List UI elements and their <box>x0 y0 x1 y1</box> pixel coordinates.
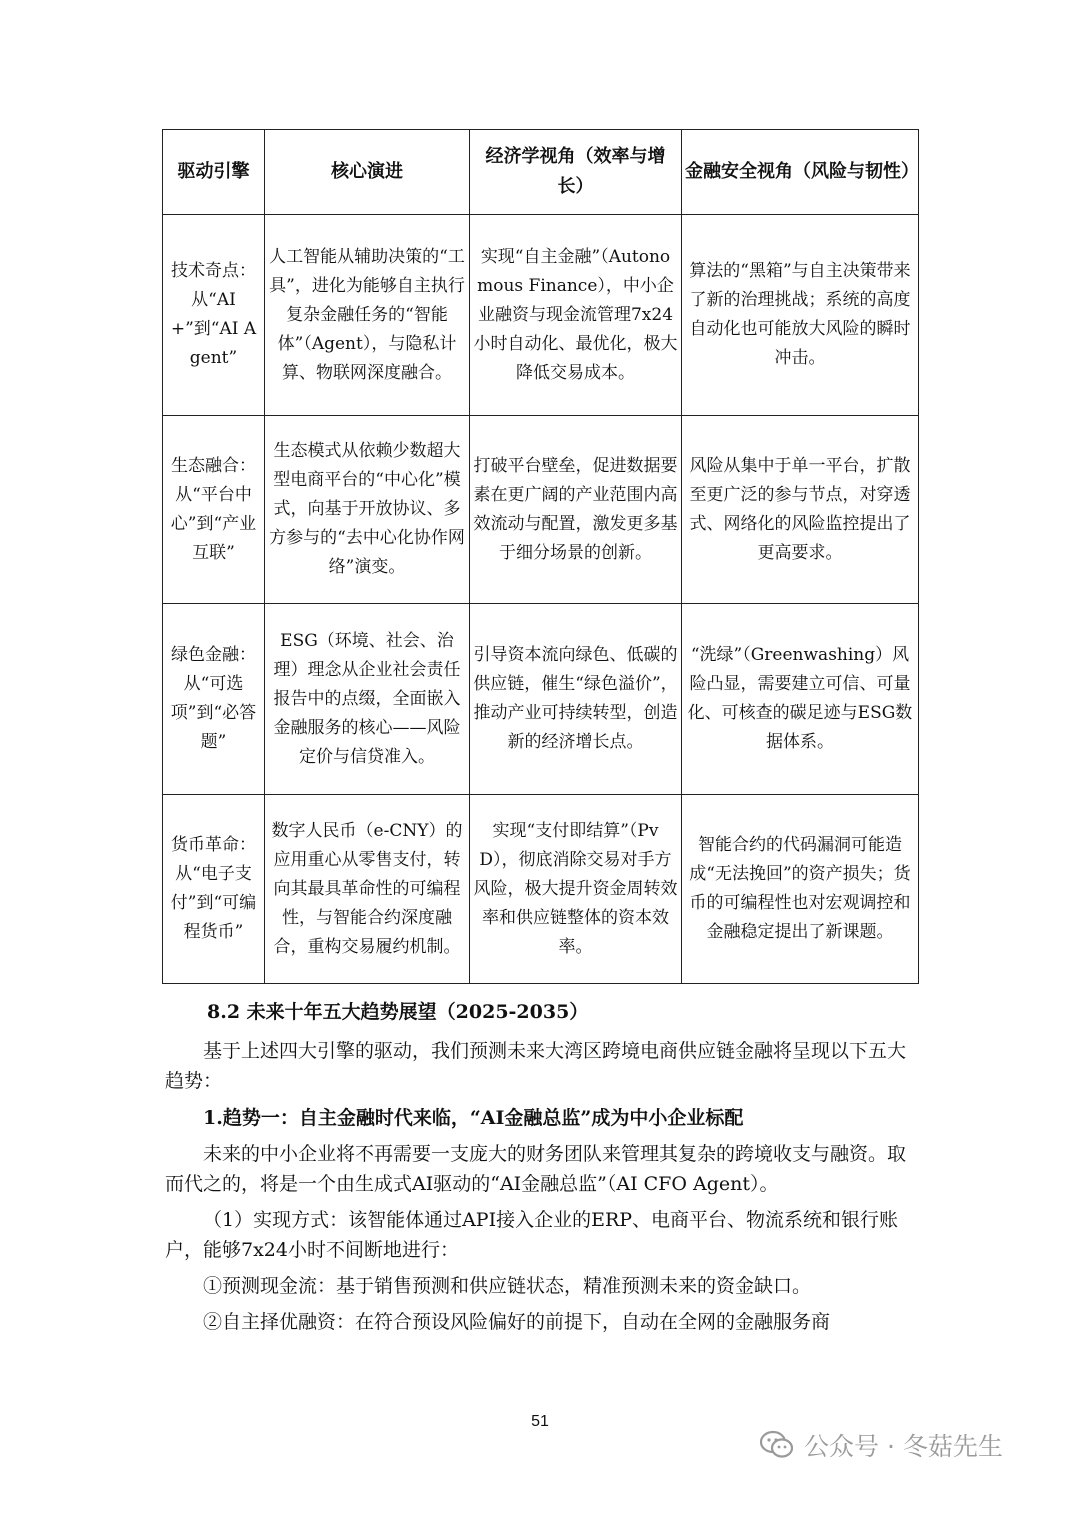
table-cell: 打破平台壁垒，促进数据要素在更广阔的产业范围内高效流动与配置，激发更多基于细分场景的创新。 <box>470 416 682 604</box>
table-cell: 数字人民币（e-CNY）的应用重心从零售支付，转向其最具革命性的可编程性，与智能合约深度融合，重构交易履约机制。 <box>265 795 470 984</box>
header-core-evolution: 核心演进 <box>265 130 470 215</box>
section-heading: 8.2 未来十年五大趋势展望（2025-2035） <box>207 1001 589 1023</box>
header-driver: 驱动引擎 <box>163 130 265 215</box>
table-cell: 实现“支付即结算”（PvD），彻底消除交易对手方风险，极大提升资金周转效率和供应链整体的资本效率。 <box>470 795 682 984</box>
table-cell: 技术奇点：从“AI+”到“AI Agent” <box>163 215 265 416</box>
table-row <box>163 795 919 984</box>
table-cell: 实现“自主金融”（Autonomous Finance），中小企业融资与现金流管理7x24小时自动化、最优化，极大降低交易成本。 <box>470 215 682 416</box>
table-cell: 生态融合：从“平台中心”到“产业互联” <box>163 416 265 604</box>
table-cell: “洗绿”（Greenwashing）风险凸显，需要建立可信、可量化、可核查的碳足迹与ESG数据体系。 <box>682 604 919 795</box>
driver-engine-table <box>162 129 919 984</box>
table-cell: 风险从集中于单一平台，扩散至更广泛的参与节点，对穿透式、网络化的风险监控提出了更高要求。 <box>682 416 919 604</box>
trend1-method: （1）实现方式：该智能体通过API接入企业的ERP、电商平台、物流系统和银行账户，能够7x24小时不间断地进行： <box>165 1209 899 1261</box>
intro-paragraph: 基于上述四大引擎的驱动，我们预测未来大湾区跨境电商供应链金融将呈现以下五大趋势： <box>165 1040 907 1092</box>
table-cell: 智能合约的代码漏洞可能造成“无法挽回”的资产损失；货币的可编程性也对宏观调控和金融稳定提出了新课题。 <box>682 795 919 984</box>
list-item: ②自主择优融资：在符合预设风险偏好的前提下，自动在全网的金融服务商 <box>203 1311 831 1333</box>
table-row <box>163 416 919 604</box>
table-row <box>163 604 919 795</box>
table-cell: ESG（环境、社会、治理）理念从企业社会责任报告中的点缀，全面嵌入金融服务的核心——风险定价与信贷准入。 <box>265 604 470 795</box>
trend1-heading: 1.趋势一：自主金融时代来临，“AI金融总监”成为中小企业标配 <box>203 1107 744 1129</box>
header-economics: 经济学视角（效率与增长） <box>470 130 682 215</box>
table-cell: 货币革命：从“电子支付”到“可编程货币” <box>163 795 265 984</box>
table-cell: 人工智能从辅助决策的“工具”，进化为能够自主执行复杂金融任务的“智能体”（Agent），与隐私计算、物联网深度融合。 <box>265 215 470 416</box>
table-cell: 引导资本流向绿色、低碳的供应链，催生“绿色溢价”，推动产业可持续转型，创造新的经济增长点。 <box>470 604 682 795</box>
wechat-icon <box>760 1430 794 1460</box>
header-financial-security: 金融安全视角（风险与韧性） <box>682 130 919 215</box>
table-cell: 生态模式从依赖少数超大型电商平台的“中心化”模式，向基于开放协议、多方参与的“去中心化协作网络”演变。 <box>265 416 470 604</box>
body-text <box>165 1036 917 1337</box>
table-row <box>163 215 919 416</box>
table-cell: 算法的“黑箱”与自主决策带来了新的治理挑战；系统的高度自动化也可能放大风险的瞬时冲击。 <box>682 215 919 416</box>
table-cell: 绿色金融：从“可选项”到“必答题” <box>163 604 265 795</box>
watermark <box>760 1428 1003 1462</box>
page-number: 51 <box>531 1413 549 1430</box>
table-header-row <box>163 130 919 215</box>
watermark-text: 公众号 · 冬菇先生 <box>804 1432 1003 1461</box>
trend1-paragraph: 未来的中小企业将不再需要一支庞大的财务团队来管理其复杂的跨境收支与融资。取而代之的，将是一个由生成式AI驱动的“AI金融总监”（AI CFO Agent）。 <box>165 1143 907 1195</box>
list-item: ①预测现金流：基于销售预测和供应链状态，精准预测未来的资金缺口。 <box>203 1275 812 1297</box>
